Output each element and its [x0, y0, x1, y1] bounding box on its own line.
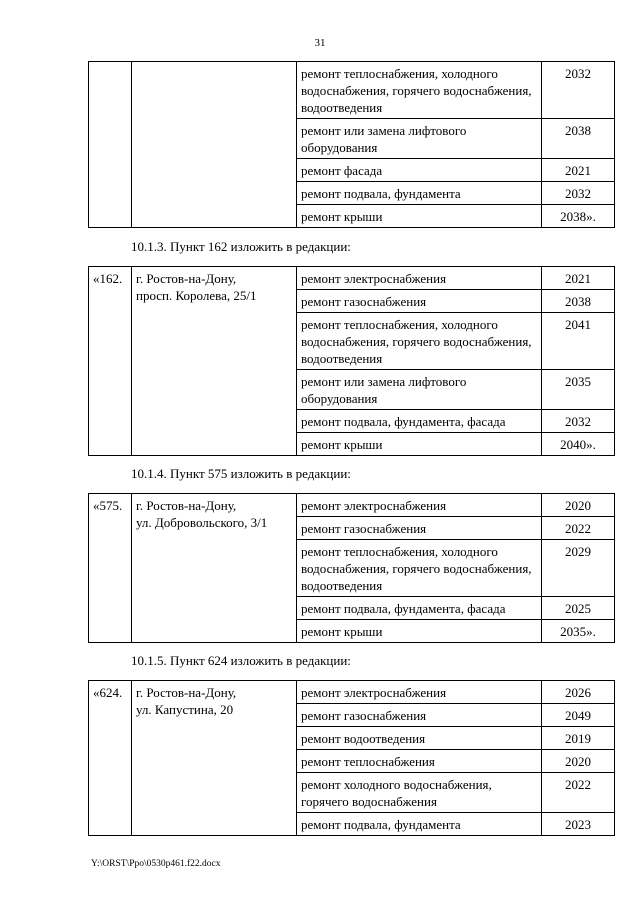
address-line: ул. Капустина, 20	[136, 702, 234, 717]
page-number: 31	[314, 37, 326, 49]
work-cell: ремонт крыши	[297, 433, 542, 456]
section-heading: 10.1.3. Пункт 162 изложить в редакции:	[131, 239, 351, 254]
item-number-cell: «575.	[89, 494, 132, 643]
year-cell: 2022	[542, 773, 615, 813]
item-number-cell	[89, 62, 132, 228]
table-row	[89, 62, 615, 119]
address-line: г. Ростов-на-Дону,	[136, 498, 237, 513]
work-cell: ремонт подвала, фундамента, фасада	[297, 597, 542, 620]
work-cell: ремонт крыши	[297, 620, 542, 643]
work-cell: ремонт подвала, фундамента, фасада	[297, 410, 542, 433]
schedule-table-624	[88, 680, 615, 836]
work-cell: ремонт теплоснабжения, холодного водоснабжения, горячего водоснабжения, водоотведения	[297, 62, 542, 119]
year-cell: 2040».	[542, 433, 615, 456]
address-cell	[132, 267, 297, 456]
year-cell: 2021	[542, 159, 615, 182]
work-cell: ремонт газоснабжения	[297, 704, 542, 727]
year-cell: 2026	[542, 681, 615, 704]
year-cell: 2020	[542, 494, 615, 517]
schedule-table-575	[88, 493, 615, 643]
year-cell: 2032	[542, 410, 615, 433]
file-path-footer: Y:\ORST\Ppo\0530p461.f22.docx	[91, 859, 221, 869]
address-cell	[132, 681, 297, 836]
section-heading: 10.1.5. Пункт 624 изложить в редакции:	[131, 653, 351, 668]
year-cell: 2029	[542, 540, 615, 597]
work-cell: ремонт или замена лифтового оборудования	[297, 370, 542, 410]
year-cell: 2035	[542, 370, 615, 410]
year-cell: 2022	[542, 517, 615, 540]
work-cell: ремонт холодного водоснабжения, горячего водоснабжения	[297, 773, 542, 813]
work-cell: ремонт газоснабжения	[297, 517, 542, 540]
address-line: ул. Добровольского, 3/1	[136, 515, 268, 530]
table-row	[89, 267, 615, 290]
table-row	[89, 494, 615, 517]
work-cell: ремонт водоотведения	[297, 727, 542, 750]
work-cell: ремонт фасада	[297, 159, 542, 182]
year-cell: 2023	[542, 813, 615, 836]
address-cell	[132, 62, 297, 228]
schedule-table-continued	[88, 61, 615, 228]
address-line: г. Ростов-на-Дону,	[136, 685, 237, 700]
year-cell: 2038».	[542, 205, 615, 228]
address-line: г. Ростов-на-Дону,	[136, 271, 237, 286]
item-number-cell: «162.	[89, 267, 132, 456]
year-cell: 2025	[542, 597, 615, 620]
schedule-table-162	[88, 266, 615, 456]
work-cell: ремонт теплоснабжения, холодного водоснабжения, горячего водоснабжения, водоотведения	[297, 540, 542, 597]
year-cell: 2035».	[542, 620, 615, 643]
work-cell: ремонт теплоснабжения, холодного водоснабжения, горячего водоснабжения, водоотведения	[297, 313, 542, 370]
work-cell: ремонт электроснабжения	[297, 494, 542, 517]
table-row	[89, 681, 615, 704]
year-cell: 2049	[542, 704, 615, 727]
work-cell: ремонт или замена лифтового оборудования	[297, 119, 542, 159]
year-cell: 2032	[542, 62, 615, 119]
section-heading: 10.1.4. Пункт 575 изложить в редакции:	[131, 466, 351, 481]
work-cell: ремонт теплоснабжения	[297, 750, 542, 773]
year-cell: 2021	[542, 267, 615, 290]
year-cell: 2038	[542, 290, 615, 313]
year-cell: 2038	[542, 119, 615, 159]
work-cell: ремонт электроснабжения	[297, 267, 542, 290]
address-cell	[132, 494, 297, 643]
work-cell: ремонт крыши	[297, 205, 542, 228]
year-cell: 2020	[542, 750, 615, 773]
year-cell: 2019	[542, 727, 615, 750]
year-cell: 2041	[542, 313, 615, 370]
work-cell: ремонт подвала, фундамента	[297, 182, 542, 205]
address-line: просп. Королева, 25/1	[136, 288, 257, 303]
item-number-cell: «624.	[89, 681, 132, 836]
year-cell: 2032	[542, 182, 615, 205]
work-cell: ремонт электроснабжения	[297, 681, 542, 704]
work-cell: ремонт газоснабжения	[297, 290, 542, 313]
work-cell: ремонт подвала, фундамента	[297, 813, 542, 836]
